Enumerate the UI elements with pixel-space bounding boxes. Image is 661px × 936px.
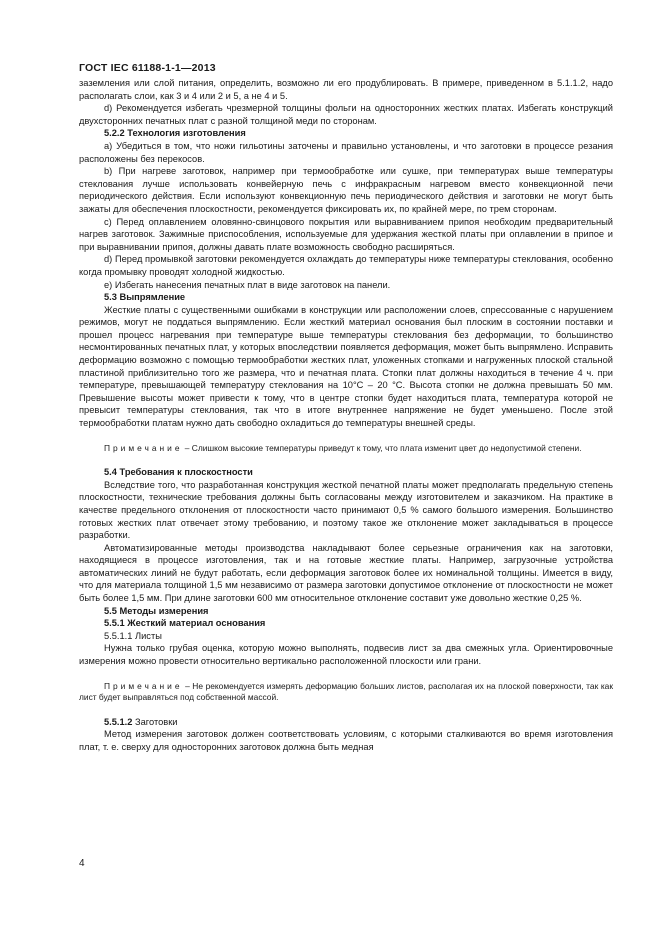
note-text: – Не рекомендуется измерять деформацию больших листов, располагая их на плоской поверхности, так как лист будет выправляться под собственной массой.: [79, 680, 613, 703]
paragraph: c) Перед оплавлением оловянно-свинцового покрытия или выравниванием припоя необходим предварительный нагрев заготовок. Зажимные приспособления, используемые для удержания жесткой платы при оплавлении в припое и при выравнивании припоя, должны давать плате возможность свободно расширяться.: [79, 216, 613, 252]
note-label: Примечание: [104, 442, 183, 453]
subsection-heading-5-5-1-2: [79, 716, 613, 729]
page-body: [79, 77, 613, 753]
note-1: [79, 443, 613, 455]
paragraph: Метод измерения заготовок должен соответствовать условиям, с которыми сталкиваются во время изготовления плат, т. е. сверху для односторонних заготовок должна быть медная: [79, 729, 613, 752]
paragraph: Вследствие того, что разработанная конструкция жесткой печатной платы может предполагать предельную степень плоскостности, технические требования должны быть согласованы между изготовителем и заказчиком. На практике в качестве предельного отклонения от плоскостности часто принимают 0,5 % самого большого измерения. Большинство готовых жестких плат отвечает этому требованию, и поэтому такое же отклонение может закладываться в процессе разработки.: [79, 479, 613, 541]
subsection-number: 5.5.1.2: [104, 716, 133, 727]
paragraph: Жесткие платы с существенными ошибками в конструкции или расположении слоев, спрессованные с нарушением режимов, могут не поддаться выпрямлению. Если жесткий материал основания был плоским в состоянии поставки и прошел процесс нагревания при температуре выше температуры стеклования без деформации, то большинство несмонтированных печатных плат, у которых впоследствии появляется деформация, может быть выпрямлено. Исправить деформацию возможно с помощью термообработки жестких плат, уложенных стопками и нагруженных плоской стальной пластиной приблизительно того же размера, что и печатная плата. Стопки плат должны находиться в течение 4 ч. при температуре, превышающей температуру стеклования на 10°C – 20 °C. Высота стопки не должна превышать 50 мм. Превышение высоты может привести к тому, что в центре стопки будет находиться плата, температура которой не превысит температуры стеклования, так что в итоге внутреннее напряжение не будет уменьшено. После этой термообработки платам нужно дать свободно охладиться до температуры внешней среды.: [79, 304, 613, 429]
paragraph: b) При нагреве заготовок, например при термообработке или сушке, при температурах выше температуры стеклования лучше использовать конвейерную печь с инфракрасным нагревом вместо конвекционной печи периодического действия. Если используют конвекционную печь периодического действия и заготовки не могут быть зажаты для обеспечения плоскостности, рекомендуется фиксировать их, по крайней мере, по трем сторонам.: [79, 166, 613, 214]
section-heading-5-5-1: 5.5.1 Жесткий материал основания: [104, 618, 266, 629]
section-heading-5-5: 5.5 Методы измерения: [104, 605, 209, 616]
paragraph: e) Избегать нанесения печатных плат в виде заготовок на панели.: [104, 279, 391, 290]
paragraph: d) Рекомендуется избегать чрезмерной толщины фольги на односторонних жестких платах. Избегать конструкций двухсторонних печатных плат с разной толщиной меди по сторонам.: [79, 103, 613, 126]
note-2: [79, 681, 613, 704]
note-text: – Слишком высокие температуры приведут к тому, что плата изменит цвет до недопустимой степени.: [182, 442, 582, 453]
paragraph: a) Убедиться в том, что ножи гильотины заточены и правильно установлены, и что заготовки в процессе резания расположены без перекосов.: [79, 140, 613, 164]
paragraph: Автоматизированные методы производства накладывают более серьезные ограничения как на заготовки, находящиеся в процессе изготовления, так и на готовые жесткие платы. Например, загрузочные устройства автоматических линий не будут работать, если деформация заготовок более их номинальной толщины. Имеется в виду, что для материала толщиной 1,5 мм независимо от размера заготовки допустимое отклонение от плоскостности не может быть более 1,5 мм. При длине заготовки 600 мм относительное отклонение составит уже довольно жесткие 0,25 %.: [79, 542, 613, 604]
section-heading-5-2-2: 5.2.2 Технология изготовления: [104, 128, 246, 139]
subsection-heading-5-5-1-1: 5.5.1.1 Листы: [104, 630, 162, 641]
paragraph: заземления или слой питания, определить, возможно ли его продублировать. В примере, приведенном в 5.1.1.2, надо располагать слои, как 3 и 4 или 2 и 5, а не 4 и 5.: [79, 78, 613, 101]
section-heading-5-4: 5.4 Требования к плоскостности: [104, 467, 253, 478]
note-label: Примечание: [104, 680, 183, 691]
page-number: 4: [79, 858, 85, 869]
paragraph: d) Перед промывкой заготовки рекомендуется охлаждать до температуры ниже температуры стеклования, особенно когда промывку проводят холодной жидкостью.: [79, 254, 613, 277]
paragraph: Нужна только грубая оценка, которую можно выполнять, подвесив лист за два смежных угла. Ориентировочные измерения можно провести относительно вертикально расположенной плоскости или грани.: [79, 643, 613, 667]
document-header: ГОСТ IEC 61188-1-1—2013: [79, 62, 216, 74]
subsection-title: Заготовки: [132, 716, 178, 727]
section-heading-5-3: 5.3 Выпрямление: [104, 292, 186, 303]
